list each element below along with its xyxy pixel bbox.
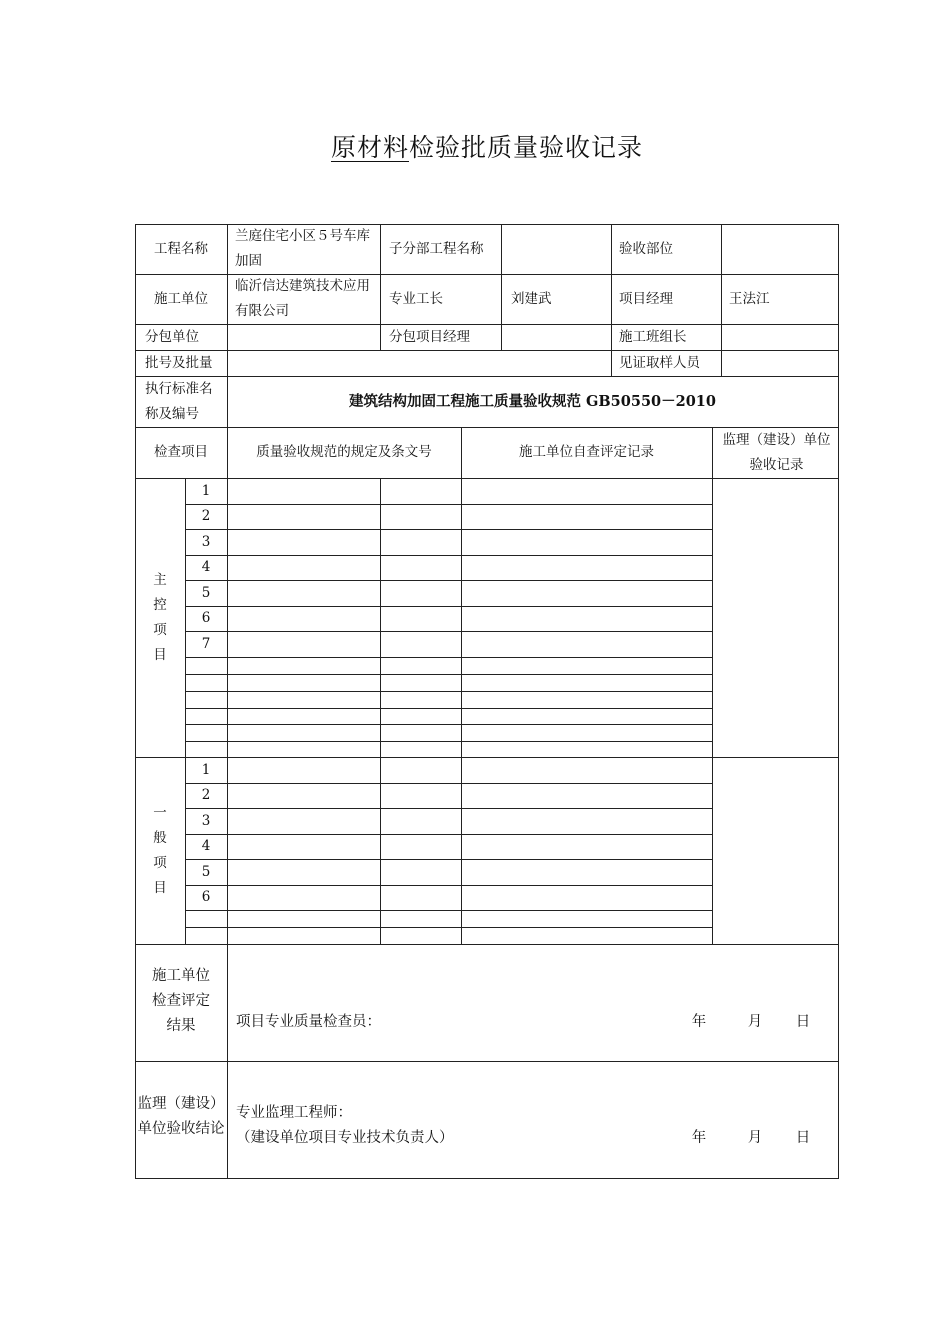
table-rule bbox=[185, 834, 713, 835]
project-name-label: 工程名称 bbox=[154, 240, 208, 257]
main-row-number: 6 bbox=[201, 610, 211, 626]
table-rule bbox=[185, 741, 713, 742]
table-rule bbox=[185, 910, 713, 911]
construction-result-label: 施工单位检查评定结果 bbox=[152, 967, 210, 1034]
main-row-number: 1 bbox=[201, 482, 211, 499]
table-rule bbox=[461, 478, 462, 945]
sub-manager-value bbox=[505, 324, 605, 350]
table-rule bbox=[185, 708, 713, 709]
witness-value bbox=[727, 350, 827, 376]
conclusion-day: 日 bbox=[795, 1130, 811, 1146]
general-label-cell bbox=[135, 757, 185, 944]
subcontractor-label: 分包单位 bbox=[145, 328, 199, 345]
main-row-number: 7 bbox=[201, 635, 211, 652]
general-row-number: 3 bbox=[201, 812, 211, 829]
team-leader-label: 施工班组长 bbox=[619, 328, 687, 345]
inspection-form bbox=[135, 224, 838, 1178]
column-check-item: 检查项目 bbox=[154, 444, 208, 460]
witness-label: 见证取样人员 bbox=[619, 354, 700, 371]
main-row-number: 2 bbox=[201, 508, 211, 524]
project-manager-value: 王法江 bbox=[729, 290, 770, 307]
title-rest: 检验批质量验收记录 bbox=[409, 133, 644, 162]
batch-label: 批号及批量 bbox=[145, 354, 213, 371]
table-rule bbox=[185, 606, 713, 607]
conclusion-year: 年 bbox=[691, 1130, 707, 1146]
table-rule bbox=[135, 757, 839, 758]
table-rule bbox=[712, 478, 713, 945]
project-manager-label: 项目经理 bbox=[619, 290, 673, 307]
conclusion-month: 月 bbox=[747, 1130, 763, 1146]
construction-unit-value: 临沂信达建筑技术应用有限公司 bbox=[235, 278, 370, 319]
table-rule bbox=[135, 478, 839, 479]
table-rule bbox=[135, 944, 839, 945]
table-rule bbox=[501, 224, 502, 351]
table-rule bbox=[185, 674, 713, 675]
main-control-label: 主控项目 bbox=[153, 571, 167, 663]
main-control-label-cell bbox=[135, 478, 185, 757]
table-rule bbox=[135, 224, 136, 1179]
standard-label-cell bbox=[145, 376, 229, 427]
table-rule bbox=[721, 224, 722, 377]
column-self-check: 施工单位自查评定记录 bbox=[519, 444, 654, 460]
table-rule bbox=[135, 224, 839, 225]
table-rule bbox=[380, 224, 381, 351]
quality-inspector-label: 项目专业质量检查员： bbox=[236, 1014, 381, 1030]
table-rule bbox=[380, 478, 381, 945]
table-rule bbox=[185, 555, 713, 556]
sub-project-label: 子分部工程名称 bbox=[389, 240, 484, 257]
table-rule bbox=[185, 783, 713, 784]
supervision-engineer-label: 专业监理工程师： bbox=[236, 1105, 352, 1121]
table-rule bbox=[185, 504, 713, 505]
sub-manager-label: 分包项目经理 bbox=[389, 328, 470, 345]
general-row-number: 6 bbox=[201, 889, 211, 905]
column-supervision: 监理（建设）单位验收记录 bbox=[722, 431, 831, 473]
table-rule bbox=[185, 580, 713, 581]
foreman-label: 专业工长 bbox=[389, 290, 443, 307]
table-rule bbox=[227, 224, 228, 1179]
general-row-number: 4 bbox=[201, 838, 211, 854]
result-year: 年 bbox=[691, 1014, 707, 1030]
team-leader-value bbox=[727, 324, 827, 350]
table-rule bbox=[461, 427, 462, 479]
general-label: 一般项目 bbox=[153, 804, 167, 896]
project-name-value-cell bbox=[235, 224, 380, 274]
construction-unit-value-cell bbox=[235, 274, 377, 324]
project-name-value: 兰庭住宅小区５号车库加固 bbox=[235, 228, 370, 269]
result-month: 月 bbox=[747, 1014, 763, 1030]
table-rule bbox=[135, 376, 839, 377]
result-day: 日 bbox=[795, 1014, 811, 1030]
table-rule bbox=[185, 691, 713, 692]
table-rule bbox=[135, 1061, 839, 1062]
supervision-conclusion-label-cell bbox=[131, 1077, 231, 1157]
main-row-number: 4 bbox=[201, 559, 211, 575]
general-row-number: 2 bbox=[201, 787, 211, 803]
general-row-number: 1 bbox=[201, 761, 211, 778]
title-material: 原材料 bbox=[330, 133, 409, 162]
main-row-number: 3 bbox=[201, 533, 211, 550]
table-rule bbox=[185, 859, 713, 860]
table-rule bbox=[712, 427, 713, 479]
general-row-number: 5 bbox=[201, 863, 211, 880]
table-rule bbox=[185, 808, 713, 809]
standard-value: 建筑结构加固工程施工质量验收规范 GB50550－2010 bbox=[349, 393, 716, 410]
sub-project-value bbox=[505, 224, 605, 274]
table-rule bbox=[135, 427, 839, 428]
table-rule bbox=[185, 529, 713, 530]
table-rule bbox=[185, 927, 713, 928]
batch-value bbox=[235, 350, 605, 376]
construction-result-label-cell bbox=[139, 961, 223, 1041]
acceptance-part-label: 验收部位 bbox=[619, 240, 673, 257]
construction-unit-label: 施工单位 bbox=[154, 290, 208, 307]
column-spec: 质量验收规范的规定及条文号 bbox=[256, 444, 432, 460]
owner-technical-lead-label: （建设单位项目专业技术负责人） bbox=[236, 1130, 454, 1146]
document-title bbox=[0, 131, 950, 165]
acceptance-part-value bbox=[727, 224, 832, 274]
table-rule bbox=[185, 657, 713, 658]
table-rule bbox=[135, 350, 839, 351]
table-rule bbox=[185, 885, 713, 886]
table-rule bbox=[838, 224, 839, 1179]
main-row-number: 5 bbox=[201, 584, 211, 601]
table-rule bbox=[185, 724, 713, 725]
table-rule bbox=[135, 324, 839, 325]
table-rule bbox=[185, 631, 713, 632]
column-supervision-cell bbox=[715, 427, 838, 478]
supervision-conclusion-label: 监理（建设）单位验收结论 bbox=[137, 1096, 225, 1137]
foreman-value: 刘建武 bbox=[511, 290, 552, 307]
standard-label: 执行标准名称及编号 bbox=[145, 380, 213, 422]
table-rule bbox=[185, 478, 186, 945]
table-rule bbox=[135, 274, 839, 275]
table-rule bbox=[135, 1178, 839, 1179]
table-rule bbox=[611, 224, 612, 377]
subcontractor-value bbox=[235, 324, 375, 350]
